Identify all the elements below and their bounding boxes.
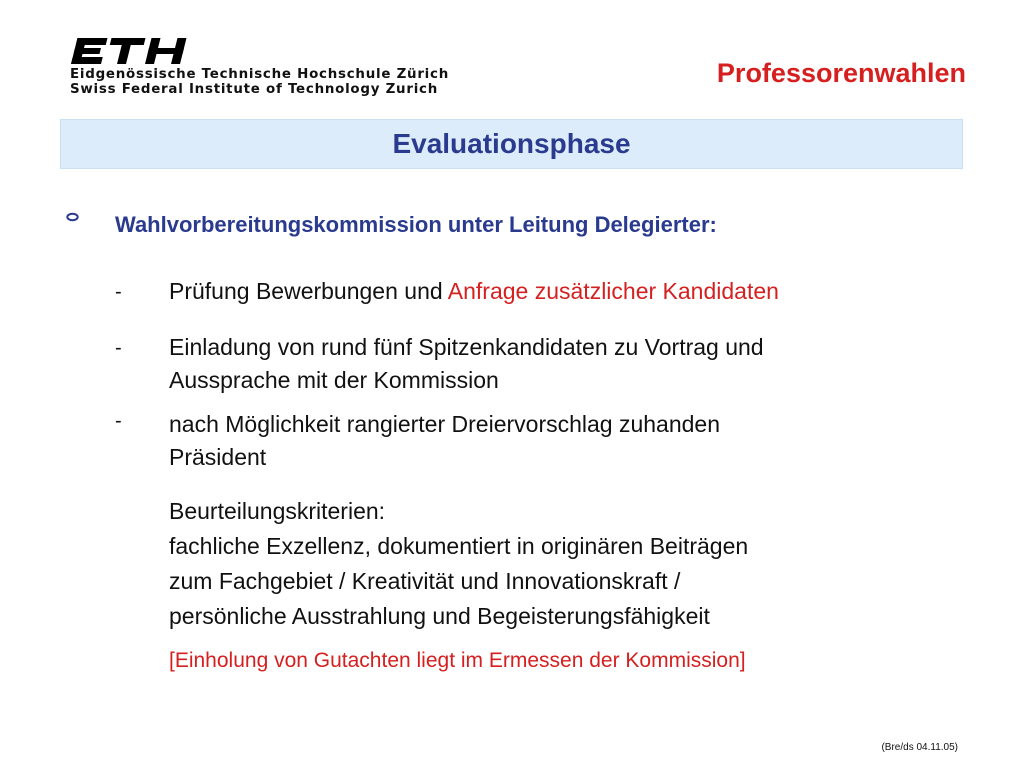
list-item-highlight: Anfrage zusätzlicher Kandidaten	[447, 278, 779, 304]
phase-title-band	[60, 119, 963, 169]
list-item-line: nach Möglichkeit rangierter Dreiervorschlag zuhanden	[169, 411, 721, 437]
list-dash: -	[115, 410, 122, 432]
list-item	[169, 331, 764, 397]
criteria-line: persönliche Ausstrahlung und Begeisterungsfähigkeit	[169, 603, 710, 629]
note-text: [Einholung von Gutachten liegt im Ermessen der Kommission]	[169, 649, 746, 672]
eth-logo	[70, 34, 202, 68]
logo-institution-name-de: Eidgenössische Technische Hochschule Zürich	[70, 67, 449, 82]
section-heading: Wahlvorbereitungskommission unter Leitung Delegierter:	[115, 212, 717, 237]
criteria-block	[169, 494, 748, 634]
list-dash: -	[115, 337, 122, 359]
bullet-icon	[66, 209, 79, 219]
criteria-line: zum Fachgebiet / Kreativität und Innovationskraft /	[169, 568, 681, 594]
criteria-label: Beurteilungskriterien:	[169, 498, 386, 524]
list-item-line: Präsident	[169, 444, 267, 470]
list-dash: -	[115, 281, 122, 303]
slide-header-title: Professorenwahlen	[716, 58, 966, 88]
criteria-line: fachliche Exzellenz, dokumentiert in originären Beiträgen	[169, 533, 749, 559]
eth-logo-wordmark	[70, 36, 202, 66]
phase-title: Evaluationsphase	[392, 128, 631, 159]
footer-reference: (Bre/ds 04.11.05)	[881, 742, 958, 753]
list-item-line: Einladung von rund fünf Spitzenkandidaten zu Vortrag und	[169, 334, 764, 360]
list-item-text: Prüfung Bewerbungen und	[169, 278, 448, 304]
list-item	[169, 408, 720, 474]
logo-institution-name-en: Swiss Federal Institute of Technology Zurich	[70, 82, 439, 97]
list-item	[169, 275, 779, 308]
list-item-line: Aussprache mit der Kommission	[169, 367, 499, 393]
